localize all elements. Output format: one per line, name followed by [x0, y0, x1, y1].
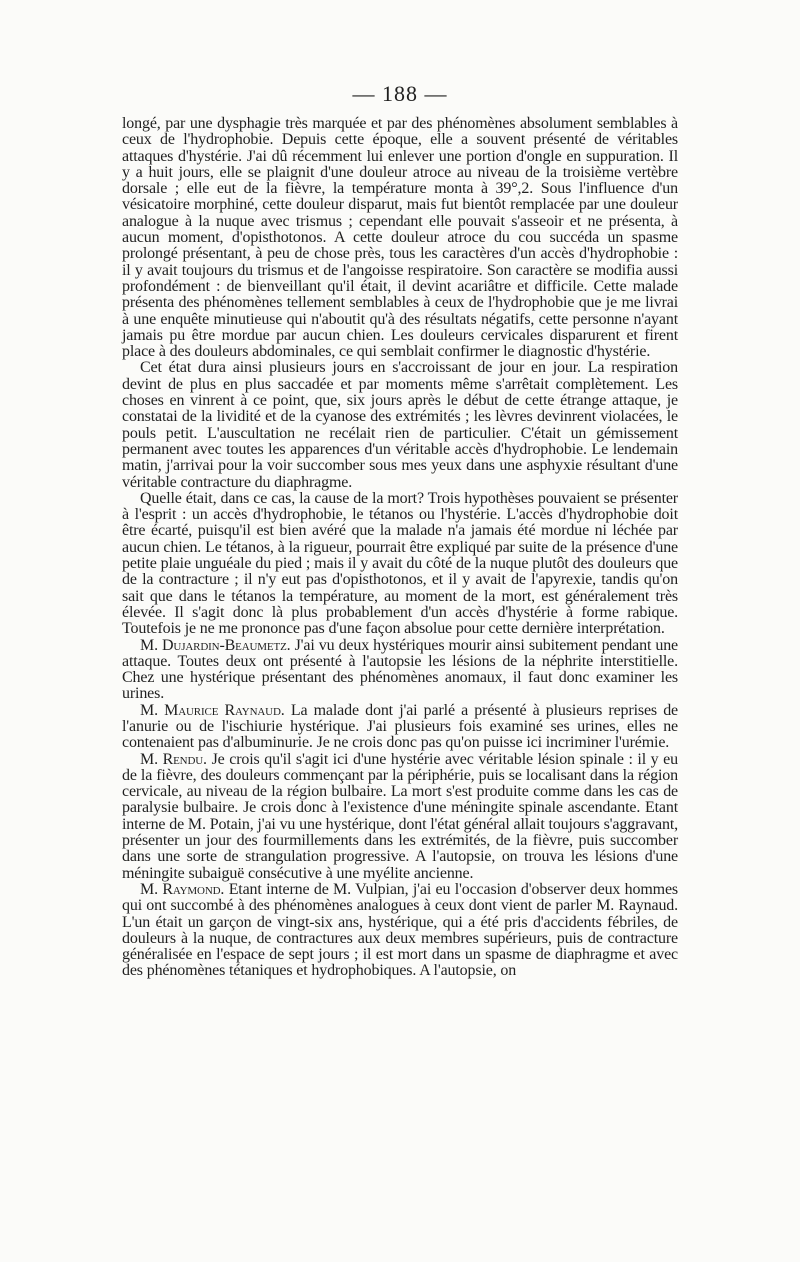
paragraph-text: longé, par une dysphagie très marquée et par des phénomènes absolument semblables à ceux de l'hydrophobie. Depuis cette époque, elle a souvent présenté de véritables attaques d'hystérie. J'ai dû récemment lui enlever une portion d'ongle en suppuration. Il y a huit jours, elle se plaignit d'une douleur atroce au niveau de la troisième vertèbre dorsale ; elle eut de la fièvre, la température monta à 39°,2. Sous l'influence d'un vésicatoire morphiné, cette douleur disparut, mais fut bientôt remplacée par une douleur analogue à la nuque avec trismus ; cependant elle pouvait s'asseoir et ne présenta, à aucun moment, d'opisthotonos. A cette douleur atroce du cou succéda un spasme prolongé présentant, à peu de chose près, tous les caractères d'un accès d'hydrophobie : il y avait toujours du trismus et de l'angoisse respiratoire. Son caractère se modifia aussi profondément : de bienveillant qu'il était, il devint acariâtre et difficile. Cette malade présenta des phénomènes tellement semblables à ceux de l'hydrophobie que je me livrai à une enquête minutieuse qui n'aboutit qu'à des résultats négatifs, cette personne n'ayant jamais pu être mordue par aucun chien. Les douleurs cervicales disparurent et firent place à des douleurs abdominales, ce qui semblait confirmer le diagnostic d'hystérie. [122, 115, 678, 361]
speaker-name: M. Rendu. [140, 750, 207, 768]
document-page [122, 81, 678, 980]
paragraph-text: Etant interne de M. Vulpian, j'ai eu l'occasion d'observer deux hommes qui ont succombé à des phénomènes analogues à ceux dont vient de parler M. Raynaud. L'un était un garçon de vingt-six ans, hystérique, qui a été pris d'accidents fébriles, de douleurs à la nuque, de contractures aux deux membres supérieurs, puis de contracture généralisée en l'espace de sept jours ; il est mort dans un spasme de diaphragme et avec des phénomènes tétaniques et hydrophobiques. A l'autopsie, on [122, 880, 678, 980]
page-number: — 188 — [352, 81, 448, 106]
paragraph-rendu [122, 752, 678, 882]
paragraph-text: La malade dont j'ai parlé a présenté à plusieurs reprises de l'anurie ou de l'ischiurie hystérique. J'ai plusieurs fois examiné ses urines, elles ne contenaient pas d'albuminurie. Je ne crois donc pas qu'on puisse ici incriminer l'urémie. [122, 701, 678, 752]
paragraph-case-progression [122, 360, 678, 490]
speaker-name: M. Raymond. [140, 880, 225, 898]
paragraph-raymond [122, 882, 678, 980]
paragraph-continuation [122, 116, 678, 360]
paragraph-cause-of-death [122, 491, 678, 638]
paragraph-text: Quelle était, dans ce cas, la cause de la mort? Trois hypothèses pouvaient se présenter à l'esprit : un accès d'hydrophobie, le tétanos ou l'hystérie. L'accès d'hydrophobie doit être écarté, puisqu'il est bien avéré que la malade n'a jamais été mordue ni léchée par aucun chien. Le tétanos, à la rigueur, pourrait être expliqué par suite de la présence d'une petite plaie unguéale du pied ; mais il y avait du côté de la nuque plutôt des douleurs que de la contracture ; il n'y eut pas d'opisthotonos, et il y avait de l'apyrexie, tandis qu'on sait que dans le tétanos la température, au moment de la mort, est généralement très élevée. Il s'agit donc là plus probablement d'un accès d'hystérie à forme rabique. Toutefois je ne me prononce pas d'une façon absolue pour cette dernière interprétation. [122, 489, 678, 638]
paragraph-dujardin-beaumetz [122, 638, 678, 703]
speaker-name: M. Maurice Raynaud. [140, 701, 285, 719]
speaker-name: M. Dujardin-Beaumetz. [140, 636, 291, 654]
paragraph-text: J'ai vu deux hystériques mourir ainsi subitement pendant une attaque. Toutes deux ont présenté à l'autopsie les lésions de la néphrite interstitielle. Chez une hystérique présentant des phénomènes anomaux, il faut donc examiner les urines. [122, 636, 678, 703]
paragraph-maurice-raynaud [122, 703, 678, 752]
paragraph-text: Cet état dura ainsi plusieurs jours en s'accroissant de jour en jour. La respiration devint de plus en plus saccadée et par moments même s'arrêtait complètement. Les choses en vinrent à ce point, que, six jours après le début de cette étrange attaque, je constatai de la lividité et de la cyanose des extrémités ; les lèvres devinrent violacées, le pouls petit. L'auscultation ne recélait rien de particulier. C'était un gémissement permanent avec toutes les apparences d'un véritable accès d'hydrophobie. Le lendemain matin, j'arrivai pour la voir succomber sous mes yeux dans une asphyxie résultant d'une véritable contracture du diaphragme. [122, 359, 678, 491]
paragraph-text: Je crois qu'il s'agit ici d'une hystérie avec véritable lésion spinale : il y eu de la fièvre, des douleurs commençant par la périphérie, puis se localisant dans la région cervicale, au niveau de la région bulbaire. La mort s'est produite comme dans les cas de paralysie bulbaire. Je crois donc à l'existence d'une méningite spinale ascendante. Etant interne de M. Potain, j'ai vu une hystérique, dont l'état général allait toujours s'aggravant, présenter un jour des fourmillements dans les extrémités, de la fièvre, puis succomber dans une sorte de strangulation progressive. A l'autopsie, on trouva les lésions d'une méningite subaiguë consécutive à une myélite ancienne. [122, 750, 678, 882]
